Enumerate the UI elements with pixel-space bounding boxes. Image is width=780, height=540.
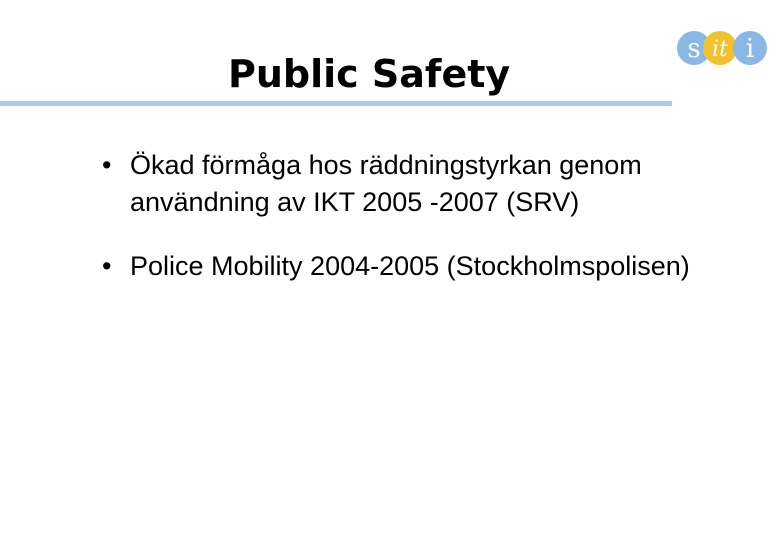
- bullet-item: [102, 147, 762, 221]
- bullet-item: [102, 248, 762, 285]
- logo-letter-s: s: [687, 34, 701, 64]
- bullet-list: [102, 147, 762, 312]
- siti-logo: [674, 28, 774, 68]
- bullet-mark: •: [102, 150, 112, 180]
- slide-title: Public Safety: [228, 52, 511, 96]
- bullet-text: Ökad förmåga hos räddningstyrkan genom användning av IKT 2005 -2007 (SRV): [130, 150, 642, 217]
- bullet-text: Police Mobility 2004-2005 (Stockholmspolisen): [130, 251, 690, 281]
- bullet-mark: •: [102, 251, 112, 281]
- logo-letter-i: i: [745, 34, 755, 64]
- title-underline: [0, 101, 672, 106]
- logo-letter-it: it: [712, 37, 728, 62]
